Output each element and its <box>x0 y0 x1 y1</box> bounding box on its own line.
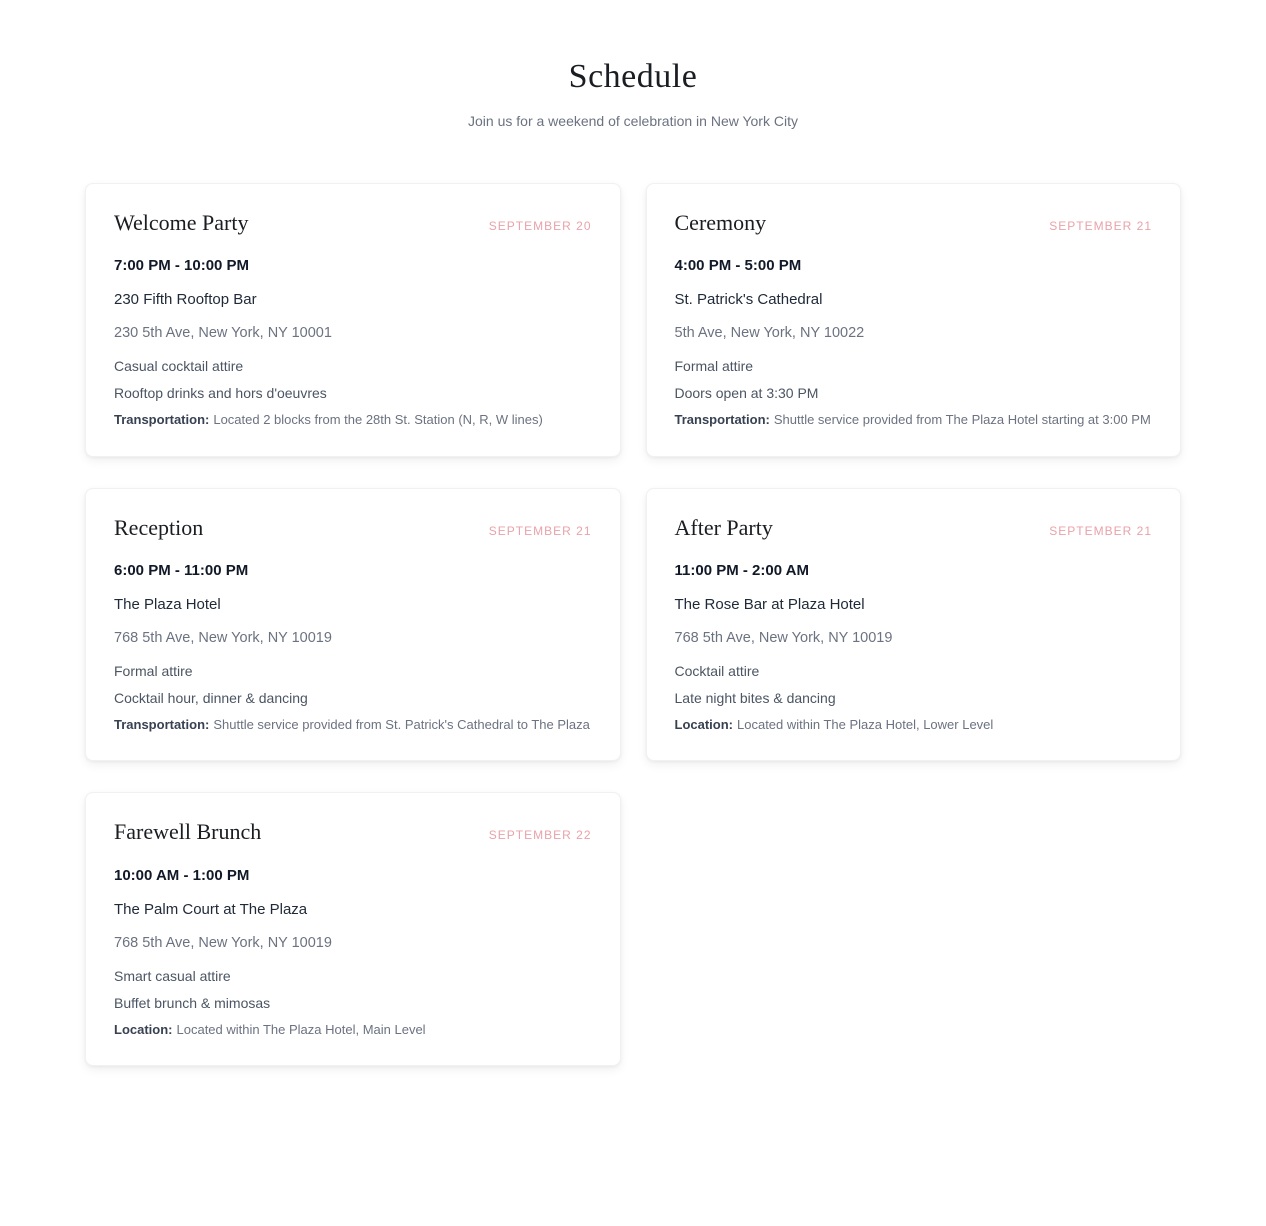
event-title: Reception <box>114 514 204 540</box>
page-title: Schedule <box>568 58 698 95</box>
event-attire: Smart casual attire <box>114 967 231 984</box>
event-venue: The Rose Bar at Plaza Hotel <box>674 596 865 614</box>
event-note-text: Located 2 blocks from the 28th St. Station (N, R, W lines) <box>213 412 543 428</box>
event-time: 4:00 PM - 5:00 PM <box>674 257 802 275</box>
event-description: Late night bites & dancing <box>674 690 836 707</box>
event-date-badge: SEPTEMBER 21 <box>1049 523 1152 538</box>
event-time: 7:00 PM - 10:00 PM <box>114 257 250 275</box>
page-subtitle: Join us for a weekend of celebration in New York City <box>468 112 798 129</box>
event-title: Ceremony <box>674 209 767 235</box>
event-time: 6:00 PM - 11:00 PM <box>114 562 249 580</box>
event-note-text: Shuttle service provided from St. Patrick's Cathedral to The Plaza <box>213 717 590 733</box>
event-venue: The Palm Court at The Plaza <box>114 900 308 918</box>
event-address: 768 5th Ave, New York, NY 10019 <box>114 934 332 951</box>
event-note-text: Located within The Plaza Hotel, Main Level <box>176 1021 426 1037</box>
event-address: 5th Ave, New York, NY 10022 <box>674 325 865 342</box>
event-title: After Party <box>674 514 773 540</box>
event-description: Buffet brunch & mimosas <box>114 994 271 1011</box>
event-description: Doors open at 3:30 PM <box>674 385 819 402</box>
page-header <box>0 0 1266 129</box>
event-attire: Formal attire <box>674 358 754 375</box>
event-card-header <box>114 818 592 847</box>
event-note-label: Transportation: <box>114 717 210 733</box>
events-grid <box>85 183 1181 1226</box>
event-note <box>114 1021 592 1039</box>
event-title: Farewell Brunch <box>114 819 262 845</box>
event-address: 768 5th Ave, New York, NY 10019 <box>674 630 893 647</box>
event-address: 230 5th Ave, New York, NY 10001 <box>114 325 332 342</box>
event-title: Welcome Party <box>114 209 249 235</box>
event-card-header <box>114 514 592 543</box>
event-date-badge: SEPTEMBER 21 <box>1049 218 1152 233</box>
event-note <box>114 411 592 429</box>
event-description: Cocktail hour, dinner & dancing <box>114 690 308 707</box>
event-card-header <box>114 209 592 238</box>
event-card-header <box>675 514 1153 543</box>
event-card-header <box>675 209 1153 238</box>
event-date-badge: SEPTEMBER 22 <box>488 828 592 843</box>
event-note-text: Shuttle service provided from The Plaza Hotel starting at 3:00 PM <box>773 412 1151 428</box>
event-attire: Cocktail attire <box>674 663 760 680</box>
event-attire: Casual cocktail attire <box>114 358 244 375</box>
event-note <box>675 411 1153 429</box>
event-venue: 230 Fifth Rooftop Bar <box>114 291 257 309</box>
event-date-badge: SEPTEMBER 21 <box>488 523 592 538</box>
event-attire: Formal attire <box>114 663 193 680</box>
event-time: 11:00 PM - 2:00 AM <box>674 562 809 580</box>
event-card <box>646 488 1182 762</box>
event-note <box>114 716 592 734</box>
event-note-label: Location: <box>114 1021 173 1037</box>
event-time: 10:00 AM - 1:00 PM <box>114 866 250 884</box>
event-card <box>85 488 621 762</box>
event-note-label: Location: <box>674 717 733 733</box>
event-note-label: Transportation: <box>674 412 770 428</box>
event-date-badge: SEPTEMBER 20 <box>488 218 592 233</box>
event-note <box>675 716 1153 734</box>
event-card <box>646 183 1182 457</box>
event-venue: St. Patrick's Cathedral <box>674 291 823 309</box>
event-venue: The Plaza Hotel <box>114 596 221 614</box>
event-note-text: Located within The Plaza Hotel, Lower Level <box>737 717 994 733</box>
event-card <box>85 183 621 457</box>
event-description: Rooftop drinks and hors d'oeuvres <box>114 385 327 402</box>
event-card <box>85 792 621 1066</box>
event-note-label: Transportation: <box>114 412 210 428</box>
event-address: 768 5th Ave, New York, NY 10019 <box>114 630 332 647</box>
